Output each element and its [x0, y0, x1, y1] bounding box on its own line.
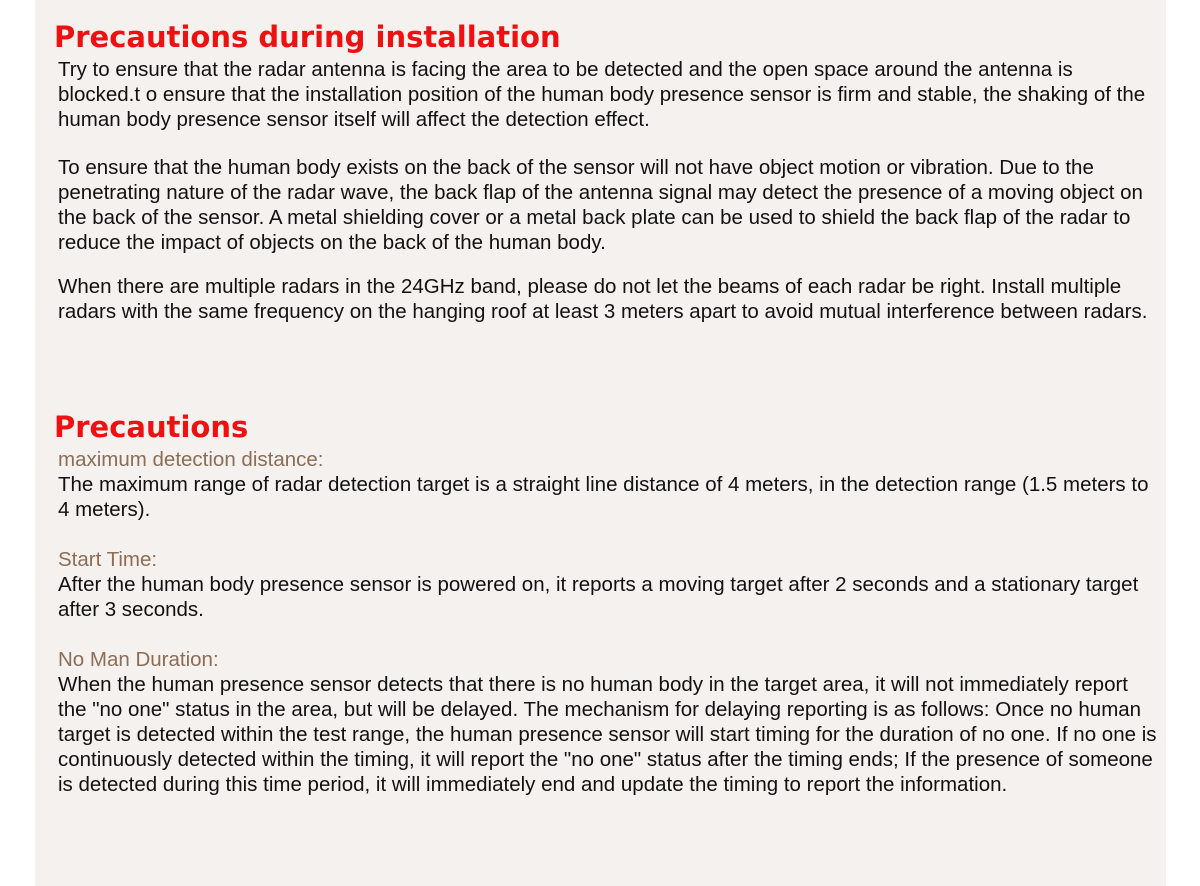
- installation-paragraph-3: When there are multiple radars in the 24GHz band, please do not let the beams of each radar be right. Install multiple radars with the same frequency on the hanging roof at least 3 meters apart to avoid mutual interference between radars.: [58, 275, 1148, 323]
- no-man-duration-label: No Man Duration:: [58, 648, 219, 671]
- start-time-label: Start Time:: [58, 548, 158, 571]
- max-detection-distance-text: The maximum range of radar detection target is a straight line distance of 4 meters, in the detection range (1.5 meters to 4 meters).: [58, 473, 1149, 521]
- installation-paragraph-1: Try to ensure that the radar antenna is facing the area to be detected and the open space around the antenna is blocked.t o ensure that the installation position of the human body presence sensor is firm and stable, the shaking of the human body presence sensor itself will affect the detection effect.: [58, 58, 1146, 131]
- max-detection-distance-label: maximum detection distance:: [58, 448, 324, 471]
- precautions-heading: Precautions: [54, 410, 249, 444]
- installation-precautions-heading: Precautions during installation: [54, 20, 561, 54]
- no-man-duration-text: When the human presence sensor detects that there is no human body in the target area, it will not immediately report the "no one" status in the area, but will be delayed. The mechanism for delaying reporting is as follows: Once no human target is detected within the test range, the human presence sensor will start timing for the duration of no one. If no one is continuously detected within the timing, it will report the "no one" status after the timing ends; If the presence of someone is detected during this time period, it will immediately end and update the timing to report the information.: [58, 673, 1157, 796]
- installation-paragraph-2: To ensure that the human body exists on the back of the sensor will not have object motion or vibration. Due to the penetrating nature of the radar wave, the back flap of the antenna signal may detect the presence of a moving object on the back of the sensor. A metal shielding cover or a metal back plate can be used to shield the back flap of the radar to reduce the impact of objects on the back of the human body.: [58, 156, 1143, 254]
- start-time-text: After the human body presence sensor is powered on, it reports a moving target after 2 seconds and a stationary target after 3 seconds.: [58, 573, 1139, 621]
